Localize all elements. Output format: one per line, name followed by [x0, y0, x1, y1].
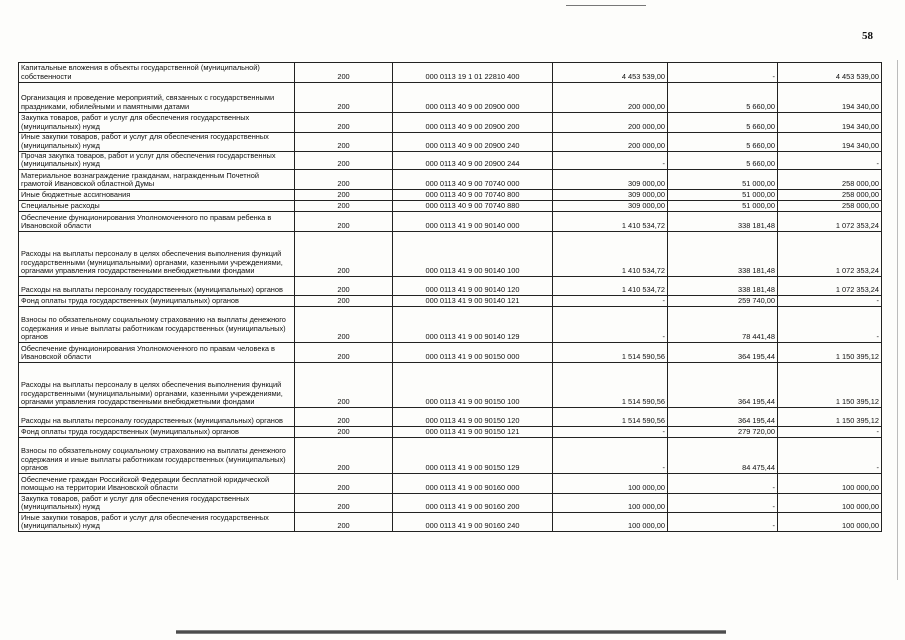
row-name: Обеспечение функционирования Уполномоченного по правам человека в Ивановской области: [19, 343, 295, 363]
row-name: Организация и проведение мероприятий, связанных с государственными праздниками, юбилейными и памятными датами: [19, 83, 295, 113]
row-unexecuted: 258 000,00: [778, 201, 882, 212]
row-name: Иные закупки товаров, работ и услуг для обеспечения государственных (муниципальных) нужд: [19, 513, 295, 532]
table-row: [19, 427, 882, 438]
table-row: [19, 307, 882, 343]
row-approved: -: [553, 307, 668, 343]
row-executed: 364 195,44: [668, 343, 778, 363]
row-code: 200: [295, 113, 393, 133]
row-name: Расходы на выплаты персоналу государственных (муниципальных) органов: [19, 408, 295, 427]
row-name: Взносы по обязательному социальному страхованию на выплаты денежного содержания и иные выплаты работникам государственных (муниципальных) органов: [19, 307, 295, 343]
row-code: 200: [295, 296, 393, 307]
row-unexecuted: 194 340,00: [778, 113, 882, 133]
row-executed: 78 441,48: [668, 307, 778, 343]
row-name: Фонд оплаты труда государственных (муниципальных) органов: [19, 427, 295, 438]
row-kbk: 000 0113 40 9 00 20900 200: [393, 113, 553, 133]
row-code: 200: [295, 63, 393, 83]
table-row: [19, 201, 882, 212]
table-row: [19, 513, 882, 532]
row-unexecuted: 194 340,00: [778, 83, 882, 113]
row-approved: 309 000,00: [553, 190, 668, 201]
row-code: 200: [295, 170, 393, 190]
row-approved: 1 514 590,56: [553, 343, 668, 363]
row-approved: 200 000,00: [553, 83, 668, 113]
row-kbk: 000 0113 40 9 00 70740 800: [393, 190, 553, 201]
table-row: [19, 190, 882, 201]
row-kbk: 000 0113 41 9 00 90160 000: [393, 474, 553, 494]
row-kbk: 000 0113 41 9 00 90140 129: [393, 307, 553, 343]
row-code: 200: [295, 83, 393, 113]
row-code: 200: [295, 277, 393, 296]
row-kbk: 000 0113 40 9 00 70740 000: [393, 170, 553, 190]
row-kbk: 000 0113 41 9 00 90150 000: [393, 343, 553, 363]
row-code: 200: [295, 513, 393, 532]
table-row: [19, 474, 882, 494]
row-unexecuted: 4 453 539,00: [778, 63, 882, 83]
row-approved: 4 453 539,00: [553, 63, 668, 83]
table-row: [19, 277, 882, 296]
row-executed: 259 740,00: [668, 296, 778, 307]
row-executed: 5 660,00: [668, 83, 778, 113]
row-unexecuted: 100 000,00: [778, 494, 882, 513]
row-approved: 1 514 590,56: [553, 363, 668, 408]
table-row: [19, 63, 882, 83]
table-body: [19, 63, 882, 532]
row-executed: 279 720,00: [668, 427, 778, 438]
row-unexecuted: -: [778, 427, 882, 438]
row-approved: -: [553, 427, 668, 438]
row-unexecuted: -: [778, 296, 882, 307]
row-executed: 84 475,44: [668, 438, 778, 474]
row-unexecuted: 258 000,00: [778, 170, 882, 190]
row-executed: 51 000,00: [668, 201, 778, 212]
row-code: 200: [295, 201, 393, 212]
row-approved: 100 000,00: [553, 494, 668, 513]
row-executed: -: [668, 494, 778, 513]
row-name: Фонд оплаты труда государственных (муниципальных) органов: [19, 296, 295, 307]
row-name: Обеспечение граждан Российской Федерации бесплатной юридической помощью на территории Ивановской области: [19, 474, 295, 494]
row-executed: 338 181,48: [668, 277, 778, 296]
row-unexecuted: 100 000,00: [778, 513, 882, 532]
row-name: Иные бюджетные ассигнования: [19, 190, 295, 201]
row-approved: 100 000,00: [553, 513, 668, 532]
row-executed: 5 660,00: [668, 113, 778, 133]
row-executed: 364 195,44: [668, 363, 778, 408]
row-approved: 100 000,00: [553, 474, 668, 494]
row-executed: 51 000,00: [668, 190, 778, 201]
table-row: [19, 83, 882, 113]
page-number: 58: [862, 30, 873, 42]
row-unexecuted: -: [778, 151, 882, 170]
row-kbk: 000 0113 41 9 00 90140 000: [393, 212, 553, 232]
row-approved: 200 000,00: [553, 133, 668, 152]
scan-edge: [897, 60, 898, 580]
row-name: Расходы на выплаты персоналу в целях обеспечения выполнения функций государственными (муниципальными) органами, казенными учреждениями, органами управления государственными внебюджетными фондами: [19, 232, 295, 277]
row-code: 200: [295, 474, 393, 494]
row-executed: 364 195,44: [668, 408, 778, 427]
row-code: 200: [295, 494, 393, 513]
row-kbk: 000 0113 41 9 00 90140 121: [393, 296, 553, 307]
row-code: 200: [295, 363, 393, 408]
row-name: Расходы на выплаты персоналу государственных (муниципальных) органов: [19, 277, 295, 296]
row-code: 200: [295, 307, 393, 343]
table-row: [19, 296, 882, 307]
row-kbk: 000 0113 41 9 00 90150 120: [393, 408, 553, 427]
row-unexecuted: 1 150 395,12: [778, 343, 882, 363]
row-code: 200: [295, 427, 393, 438]
budget-execution-table: [18, 62, 882, 532]
row-code: 200: [295, 133, 393, 152]
row-unexecuted: 194 340,00: [778, 133, 882, 152]
row-code: 200: [295, 343, 393, 363]
top-rule: [566, 5, 646, 6]
row-unexecuted: -: [778, 307, 882, 343]
table-row: [19, 343, 882, 363]
row-approved: 309 000,00: [553, 201, 668, 212]
row-unexecuted: -: [778, 438, 882, 474]
row-kbk: 000 0113 40 9 00 20900 240: [393, 133, 553, 152]
row-executed: -: [668, 63, 778, 83]
row-kbk: 000 0113 41 9 00 90140 100: [393, 232, 553, 277]
row-name: Специальные расходы: [19, 201, 295, 212]
row-approved: -: [553, 151, 668, 170]
row-unexecuted: 1 072 353,24: [778, 277, 882, 296]
scan-artifact-bar: [176, 630, 726, 634]
row-kbk: 000 0113 40 9 00 70740 880: [393, 201, 553, 212]
row-kbk: 000 0113 41 9 00 90140 120: [393, 277, 553, 296]
row-code: 200: [295, 232, 393, 277]
row-unexecuted: 1 072 353,24: [778, 232, 882, 277]
table-row: [19, 113, 882, 133]
table-row: [19, 170, 882, 190]
row-kbk: 000 0113 41 9 00 90160 240: [393, 513, 553, 532]
row-name: Материальное вознаграждение гражданам, награжденным Почетной грамотой Ивановской областной Думы: [19, 170, 295, 190]
row-executed: 338 181,48: [668, 212, 778, 232]
row-approved: -: [553, 296, 668, 307]
row-name: Взносы по обязательному социальному страхованию на выплаты денежного содержания и иные выплаты работникам государственных (муниципальных) органов: [19, 438, 295, 474]
row-executed: 5 660,00: [668, 151, 778, 170]
row-code: 200: [295, 408, 393, 427]
row-approved: 200 000,00: [553, 113, 668, 133]
row-approved: 1 514 590,56: [553, 408, 668, 427]
row-executed: 51 000,00: [668, 170, 778, 190]
table-row: [19, 408, 882, 427]
row-approved: 309 000,00: [553, 170, 668, 190]
row-approved: 1 410 534,72: [553, 212, 668, 232]
row-executed: -: [668, 474, 778, 494]
table-row: [19, 212, 882, 232]
row-name: Иные закупки товаров, работ и услуг для обеспечения государственных (муниципальных) нужд: [19, 133, 295, 152]
row-approved: 1 410 534,72: [553, 232, 668, 277]
row-executed: 5 660,00: [668, 133, 778, 152]
row-kbk: 000 0113 40 9 00 20900 244: [393, 151, 553, 170]
row-code: 200: [295, 212, 393, 232]
row-executed: -: [668, 513, 778, 532]
table-row: [19, 232, 882, 277]
table-row: [19, 133, 882, 152]
row-unexecuted: 100 000,00: [778, 474, 882, 494]
row-kbk: 000 0113 41 9 00 90150 121: [393, 427, 553, 438]
row-approved: 1 410 534,72: [553, 277, 668, 296]
row-name: Капитальные вложения в объекты государственной (муниципальной) собственности: [19, 63, 295, 83]
row-code: 200: [295, 151, 393, 170]
row-kbk: 000 0113 41 9 00 90150 100: [393, 363, 553, 408]
row-kbk: 000 0113 41 9 00 90150 129: [393, 438, 553, 474]
row-unexecuted: 1 150 395,12: [778, 363, 882, 408]
table-row: [19, 363, 882, 408]
row-unexecuted: 1 072 353,24: [778, 212, 882, 232]
row-kbk: 000 0113 19 1 01 22810 400: [393, 63, 553, 83]
row-name: Расходы на выплаты персоналу в целях обеспечения выполнения функций государственными (муниципальными) органами, казенными учреждениями, органами управления государственными внебюджетными фондами: [19, 363, 295, 408]
row-kbk: 000 0113 41 9 00 90160 200: [393, 494, 553, 513]
row-name: Закупка товаров, работ и услуг для обеспечения государственных (муниципальных) нужд: [19, 113, 295, 133]
row-code: 200: [295, 438, 393, 474]
row-approved: -: [553, 438, 668, 474]
row-name: Обеспечение функционирования Уполномоченного по правам ребенка в Ивановской области: [19, 212, 295, 232]
row-name: Закупка товаров, работ и услуг для обеспечения государственных (муниципальных) нужд: [19, 494, 295, 513]
row-unexecuted: 1 150 395,12: [778, 408, 882, 427]
row-code: 200: [295, 190, 393, 201]
row-name: Прочая закупка товаров, работ и услуг для обеспечения государственных (муниципальных) нужд: [19, 151, 295, 170]
table-row: [19, 151, 882, 170]
table-row: [19, 438, 882, 474]
row-executed: 338 181,48: [668, 232, 778, 277]
row-unexecuted: 258 000,00: [778, 190, 882, 201]
row-kbk: 000 0113 40 9 00 20900 000: [393, 83, 553, 113]
table-row: [19, 494, 882, 513]
